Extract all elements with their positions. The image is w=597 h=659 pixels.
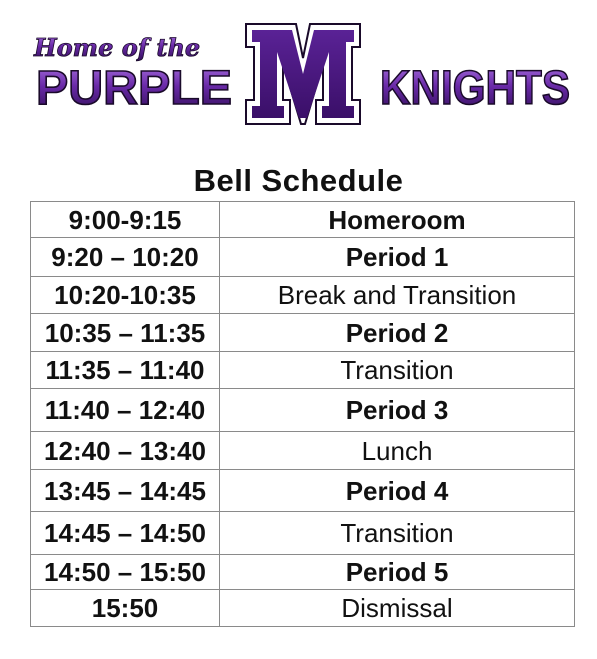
schedule-time: 13:45 – 14:45 bbox=[31, 470, 220, 512]
schedule-event: Homeroom bbox=[220, 202, 575, 238]
schedule-row bbox=[31, 590, 575, 627]
schedule-time: 11:40 – 12:40 bbox=[31, 389, 220, 432]
logo-m-emblem bbox=[246, 24, 360, 124]
schedule-event: Period 1 bbox=[220, 238, 575, 277]
schedule-time: 10:35 – 11:35 bbox=[31, 314, 220, 352]
schedule-row bbox=[31, 314, 575, 352]
logo-word-purple: PURPLE bbox=[36, 62, 232, 115]
schedule-row bbox=[31, 277, 575, 314]
schedule-row bbox=[31, 389, 575, 432]
bell-schedule-table bbox=[30, 201, 575, 627]
schedule-time: 9:20 – 10:20 bbox=[31, 238, 220, 277]
schedule-row bbox=[31, 238, 575, 277]
schedule-event: Period 2 bbox=[220, 314, 575, 352]
page-title: Bell Schedule bbox=[193, 163, 404, 198]
schedule-event: Period 3 bbox=[220, 389, 575, 432]
schedule-event: Transition bbox=[220, 512, 575, 555]
schedule-event: Dismissal bbox=[220, 590, 575, 627]
schedule-body bbox=[31, 202, 575, 627]
schedule-event: Period 4 bbox=[220, 470, 575, 512]
schedule-row bbox=[31, 432, 575, 470]
schedule-event: Period 5 bbox=[220, 555, 575, 590]
school-logo-banner bbox=[0, 0, 597, 150]
schedule-time: 11:35 – 11:40 bbox=[31, 352, 220, 389]
purple-knights-logo bbox=[0, 0, 597, 150]
schedule-event: Break and Transition bbox=[220, 277, 575, 314]
schedule-time: 10:20-10:35 bbox=[31, 277, 220, 314]
schedule-row bbox=[31, 555, 575, 590]
schedule-time: 15:50 bbox=[31, 590, 220, 627]
schedule-row bbox=[31, 470, 575, 512]
logo-tagline: Home of the bbox=[34, 33, 201, 62]
schedule-row bbox=[31, 512, 575, 555]
schedule-row bbox=[31, 352, 575, 389]
schedule-time: 14:45 – 14:50 bbox=[31, 512, 220, 555]
schedule-event: Lunch bbox=[220, 432, 575, 470]
logo-word-knights: KNIGHTS bbox=[380, 62, 570, 115]
schedule-time: 12:40 – 13:40 bbox=[31, 432, 220, 470]
schedule-time: 9:00-9:15 bbox=[31, 202, 220, 238]
schedule-row bbox=[31, 202, 575, 238]
schedule-time: 14:50 – 15:50 bbox=[31, 555, 220, 590]
schedule-event: Transition bbox=[220, 352, 575, 389]
